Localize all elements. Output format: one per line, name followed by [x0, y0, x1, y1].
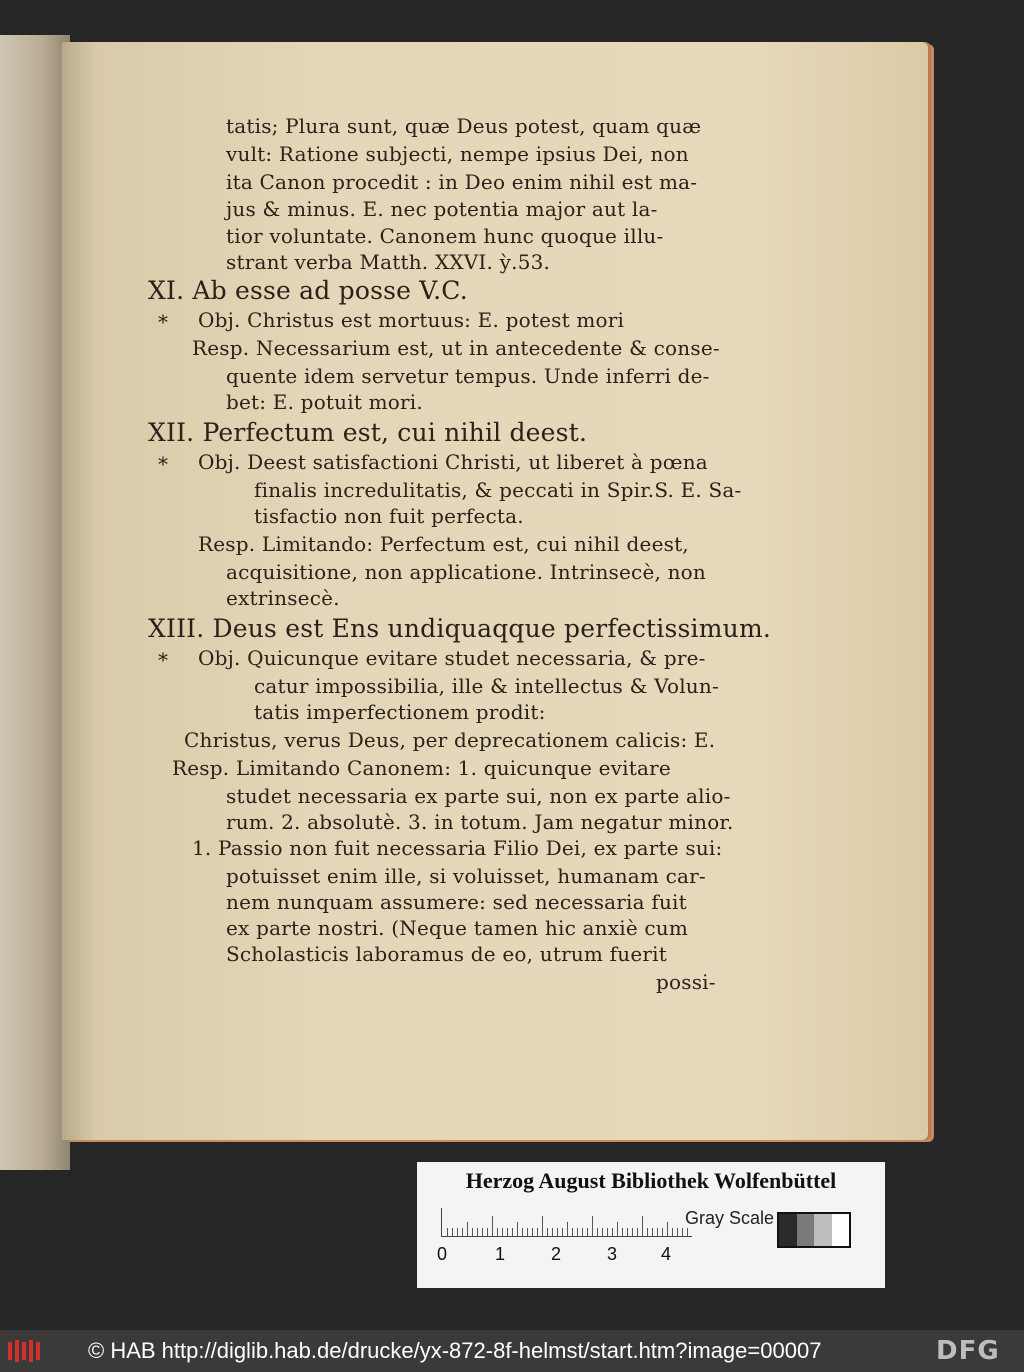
ruler-tick: [647, 1228, 648, 1236]
ruler-tick: [592, 1216, 593, 1236]
library-name: Herzog August Bibliothek Wolfenbüttel: [465, 1168, 837, 1193]
text-line: bet: E. potuit mori.: [226, 390, 423, 414]
ruler-tick: [672, 1228, 673, 1236]
gray-scale-strip: [777, 1212, 851, 1248]
objection-line: Obj. Christus est mortuus: E. potest mori: [198, 308, 625, 332]
ruler-tick: [657, 1228, 658, 1236]
text-line: catur impossibilia, ille & intellectus & Volun-: [254, 674, 719, 698]
text-line: 1. Passio non fuit necessaria Filio Dei, ex parte sui:: [192, 836, 723, 860]
ruler-tick: [492, 1216, 493, 1236]
objection-line: Obj. Quicunque evitare studet necessaria, & pre-: [198, 646, 706, 670]
ruler-tick: [587, 1228, 588, 1236]
ruler-tick: [532, 1228, 533, 1236]
text-line: jus & minus. E. nec potentia major aut la-: [226, 197, 658, 221]
ruler-tick: [667, 1222, 668, 1236]
ruler-tick: [467, 1222, 468, 1236]
ruler-tick: [597, 1228, 598, 1236]
scale-ruler: [441, 1208, 692, 1237]
ruler-tick: [612, 1228, 613, 1236]
canon-heading: XI. Ab esse ad posse V.C.: [148, 276, 468, 305]
dfg-logo: DFG: [936, 1336, 1000, 1366]
gray-swatch: [832, 1214, 850, 1246]
ruler-tick: [557, 1228, 558, 1236]
text-line: strant verba Matth. XXVI. ỳ.53.: [226, 250, 551, 274]
ruler-tick: [687, 1228, 688, 1236]
ruler-tick: [522, 1228, 523, 1236]
ruler-tick: [572, 1228, 573, 1236]
text-line: tisfactio non fuit perfecta.: [254, 504, 524, 528]
ruler-tick: [607, 1228, 608, 1236]
ruler-tick: [577, 1228, 578, 1236]
footer-bar: [0, 1330, 1024, 1372]
ruler-tick: [582, 1228, 583, 1236]
ruler-tick: [632, 1228, 633, 1236]
ruler-tick: [677, 1228, 678, 1236]
previous-page-edge: [0, 35, 70, 1170]
text-line: rum. 2. absolutè. 3. in totum. Jam negatur minor.: [226, 810, 734, 834]
ruler-tick: [527, 1228, 528, 1236]
text-line: Scholasticis laboramus de eo, utrum fuerit: [226, 942, 667, 966]
copyright-link[interactable]: © HAB http://diglib.hab.de/drucke/yx-872-8f-helmst/start.htm?image=00007: [88, 1338, 822, 1363]
ruler-tick: [472, 1228, 473, 1236]
ruler-tick: [447, 1228, 448, 1236]
text-line: potuisset enim ille, si voluisset, humanam car-: [226, 864, 706, 888]
ruler-tick: [627, 1228, 628, 1236]
ruler-tick: [517, 1222, 518, 1236]
gray-swatch: [814, 1214, 832, 1246]
ruler-tick: [462, 1228, 463, 1236]
ruler-tick: [567, 1222, 568, 1236]
ruler-tick: [562, 1228, 563, 1236]
asterisk-mark: *: [158, 310, 168, 334]
text-line: ex parte nostri. (Neque tamen hic anxiè cum: [226, 916, 689, 940]
ruler-tick: [497, 1228, 498, 1236]
ruler-tick: [452, 1228, 453, 1236]
asterisk-mark: *: [158, 452, 168, 476]
response-line: Resp. Limitando: Perfectum est, cui nihil deest,: [198, 532, 689, 556]
ruler-tick: [502, 1228, 503, 1236]
response-line: Resp. Limitando Canonem: 1. quicunque evitare: [172, 756, 671, 780]
asterisk-mark: *: [158, 648, 168, 672]
text-line: tatis; Plura sunt, quæ Deus potest, quam quæ: [226, 114, 702, 138]
text-line: Christus, verus Deus, per deprecationem calicis: E.: [184, 728, 716, 752]
gray-scale-label: Gray Scale: [685, 1208, 775, 1228]
ruler-tick: [642, 1216, 643, 1236]
ruler-tick: [547, 1228, 548, 1236]
hab-logo-icon: [8, 1338, 46, 1364]
gray-swatch: [779, 1214, 797, 1246]
ruler-tick: [457, 1228, 458, 1236]
text-line: finalis incredulitatis, & peccati in Spir.S. E. Sa-: [254, 478, 742, 502]
text-line: vult: Ratione subjecti, nempe ipsius Dei, non: [226, 142, 689, 166]
ruler-tick: [602, 1228, 603, 1236]
objection-line: Obj. Deest satisfactioni Christi, ut liberet à pœna: [198, 450, 708, 474]
library-label: [417, 1162, 885, 1288]
ruler-tick: [512, 1228, 513, 1236]
text-line: tatis imperfectionem prodit:: [254, 700, 546, 724]
ruler-number: 4: [661, 1244, 672, 1264]
catchword: possi-: [656, 970, 716, 994]
gray-swatch: [797, 1214, 815, 1246]
ruler-tick: [507, 1228, 508, 1236]
ruler-tick: [622, 1228, 623, 1236]
ruler-tick: [482, 1228, 483, 1236]
ruler-number: 2: [551, 1244, 562, 1264]
canon-heading: XIII. Deus est Ens undiquaqque perfectissimum.: [148, 614, 771, 643]
text-line: nem nunquam assumere: sed necessaria fuit: [226, 890, 687, 914]
text-line: acquisitione, non applicatione. Intrinsecè, non: [226, 560, 706, 584]
text-line: studet necessaria ex parte sui, non ex parte alio-: [226, 784, 731, 808]
text-line: ita Canon procedit : in Deo enim nihil est ma-: [226, 170, 698, 194]
ruler-tick: [477, 1228, 478, 1236]
canon-heading: XII. Perfectum est, cui nihil deest.: [148, 418, 588, 447]
ruler-tick: [552, 1228, 553, 1236]
text-line: tior voluntate. Canonem hunc quoque illu-: [226, 224, 664, 248]
ruler-tick: [682, 1228, 683, 1236]
text-line: extrinsecè.: [226, 586, 340, 610]
ruler-tick: [617, 1222, 618, 1236]
book-page: [62, 42, 928, 1140]
ruler-number: 3: [607, 1244, 618, 1264]
ruler-tick: [537, 1228, 538, 1236]
ruler-tick: [542, 1216, 543, 1236]
ruler-number: 0: [437, 1244, 448, 1264]
ruler-tick: [637, 1228, 638, 1236]
ruler-tick: [487, 1228, 488, 1236]
ruler-number: 1: [495, 1244, 506, 1264]
ruler-tick: [652, 1228, 653, 1236]
ruler-tick: [662, 1228, 663, 1236]
response-line: Resp. Necessarium est, ut in antecedente & conse-: [192, 336, 720, 360]
text-line: quente idem servetur tempus. Unde inferri de-: [226, 364, 710, 388]
